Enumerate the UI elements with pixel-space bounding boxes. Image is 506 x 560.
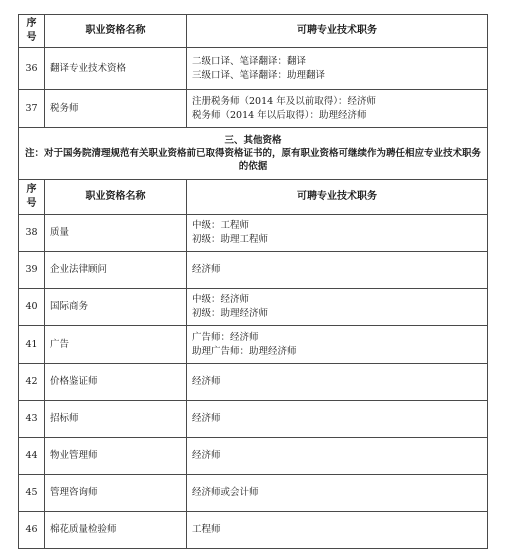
job-line: 经济师 [192,376,221,387]
header-jobs: 可聘专业技术职务 [187,15,488,48]
job-line: 经济师或会计师 [192,487,259,498]
table-row [19,90,488,128]
table-header-row [19,15,488,48]
job-line: 广告师：经济师 [192,331,259,343]
job-line: 经济师 [192,450,221,461]
row-name: 招标师 [45,401,187,438]
row-no: 37 [19,90,45,128]
row-name: 管理咨询师 [45,475,187,512]
job-line: 助理广告师：助理经济师 [192,345,297,357]
section-title: 三、其他资格 [224,135,282,146]
qualification-table [18,14,488,549]
row-name: 企业法律顾问 [45,252,187,289]
row-jobs [187,90,488,128]
job-line: 中级：工程师 [192,220,250,231]
row-no: 46 [19,512,45,549]
row-jobs [187,438,488,475]
section-row [19,128,488,180]
row-jobs [187,289,488,326]
row-jobs [187,252,488,289]
job-line: 经济师 [192,413,221,424]
row-jobs [187,48,488,90]
section-cell [19,128,488,180]
row-jobs [187,401,488,438]
job-line: 税务师（2014 年以后取得）：助理经济师 [192,109,367,121]
header-no: 序号 [19,180,45,215]
job-line: 二级口译、笔译翻译：翻译 [192,55,307,67]
row-no: 36 [19,48,45,90]
header-name: 职业资格名称 [45,180,187,215]
job-line: 经济师 [192,264,221,275]
row-name: 质量 [45,215,187,252]
row-jobs [187,215,488,252]
row-jobs [187,475,488,512]
table-row [19,438,488,475]
row-no: 44 [19,438,45,475]
row-jobs [187,326,488,364]
table-row [19,401,488,438]
table-header-row [19,180,488,215]
header-name: 职业资格名称 [45,15,187,48]
section-note: 注：对于国务院清理规范有关职业资格前已取得资格证书的，原有职业资格可继续作为聘任相应专业技术职务的依据 [25,148,482,172]
job-line: 中级：经济师 [192,294,250,305]
row-no: 41 [19,326,45,364]
row-name: 物业管理师 [45,438,187,475]
row-name: 国际商务 [45,289,187,326]
row-no: 38 [19,215,45,252]
row-no: 42 [19,364,45,401]
row-name: 税务师 [45,90,187,128]
row-no: 40 [19,289,45,326]
row-name: 广告 [45,326,187,364]
row-no: 39 [19,252,45,289]
job-line: 注册税务师（2014 年及以前取得）：经济师 [192,95,376,107]
table-row [19,215,488,252]
table-row [19,475,488,512]
row-name: 翻译专业技术资格 [45,48,187,90]
job-line: 初级：助理工程师 [192,234,269,245]
job-line: 三级口译、笔译翻译：助理翻译 [192,69,326,81]
table-row [19,512,488,549]
table-row [19,326,488,364]
row-no: 45 [19,475,45,512]
row-name: 价格鉴证师 [45,364,187,401]
table-row [19,252,488,289]
row-jobs [187,364,488,401]
table-row [19,48,488,90]
table-row [19,289,488,326]
table-row [19,364,488,401]
header-no: 序号 [19,15,45,48]
job-line: 初级：助理经济师 [192,308,269,319]
row-no: 43 [19,401,45,438]
job-line: 工程师 [192,524,221,535]
row-jobs [187,512,488,549]
row-name: 棉花质量检验师 [45,512,187,549]
header-jobs: 可聘专业技术职务 [187,180,488,215]
